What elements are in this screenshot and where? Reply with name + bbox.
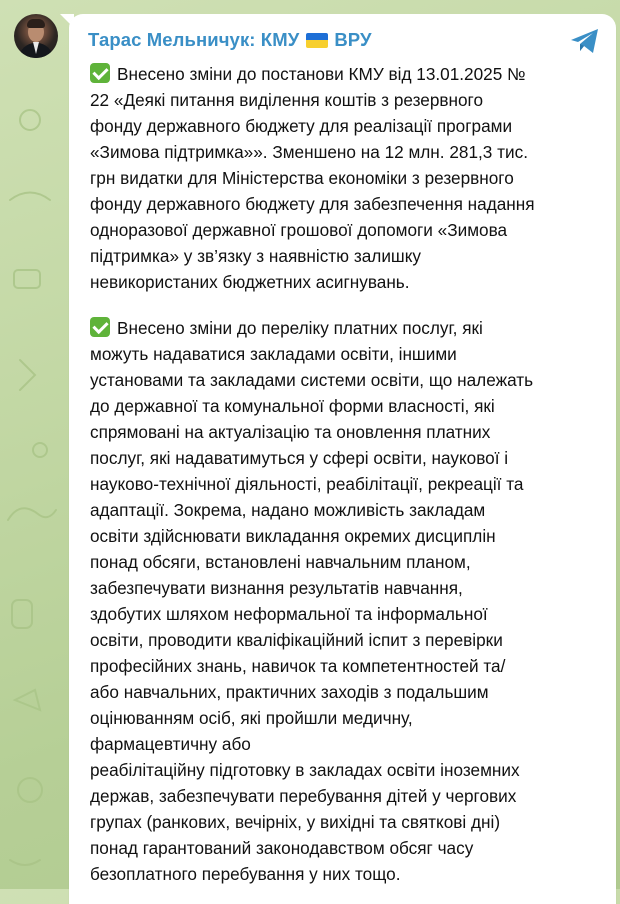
message-line-text: фонду державного бюджету для реалізації програми [90, 116, 513, 136]
message-line-text: до державної та комунальної форми власності, які [90, 396, 495, 416]
message-line [90, 191, 610, 217]
message-line [90, 705, 610, 731]
message-line [90, 835, 610, 861]
message-line [90, 61, 610, 87]
message-paragraph-1 [90, 61, 610, 295]
message-line-text: Внесено зміни до постанови КМУ від 13.01.2025 № [117, 64, 526, 84]
message-line-text: понад обсяги, встановлені навчальним планом, [90, 552, 471, 572]
message-line [90, 367, 610, 393]
message-line [90, 243, 610, 269]
message-line-text: «Зимова підтримка»». Зменшено на 12 млн. 281,3 тис. [90, 142, 528, 162]
message-line-text: понад гарантований законодавством обсяг часу [90, 838, 474, 858]
message-line-text: реабілітаційну підготовку в закладах освіти іноземних [90, 760, 520, 780]
check-mark-button-icon [90, 63, 110, 83]
message-line [90, 783, 610, 809]
message-bubble [69, 14, 616, 904]
message-line-text: оцінюванням осіб, які пройшли медичну, [90, 708, 413, 728]
message-line-text: послуг, які надаватимуться у сфері освіти, наукової і [90, 448, 509, 468]
message-line-text: безоплатного перебування у них тощо. [90, 864, 401, 884]
message-line [90, 497, 610, 523]
message-line-text: забезпечувати визнання результатів навчання, [90, 578, 463, 598]
message-line-text: можуть надаватися закладами освіти, іншими [90, 344, 457, 364]
channel-name[interactable] [88, 29, 372, 51]
check-mark-button-icon [90, 317, 110, 337]
message-line-text: групах (ранкових, вечірніх, у вихідні та святкові дні) [90, 812, 501, 832]
message-line [90, 419, 610, 445]
message-line [90, 653, 610, 679]
message-line [90, 445, 610, 471]
message-line [90, 113, 610, 139]
message-line-text: 22 «Деякі питання виділення коштів з резервного [90, 90, 484, 110]
message-line [90, 87, 610, 113]
message-line [90, 393, 610, 419]
message-line-text: освіти здійснювати викладання окремих дисциплін [90, 526, 496, 546]
message-line-text: Внесено зміни до переліку платних послуг, які [117, 318, 483, 338]
message-line [90, 549, 610, 575]
message-line-text: невикористаних бюджетних асигнувань. [90, 272, 410, 292]
message-line [90, 679, 610, 705]
avatar-hair [27, 19, 45, 28]
channel-name-text: Тарас Мельничук: КМУ [88, 29, 300, 50]
message-line [90, 627, 610, 653]
message-line-text: одноразової державної грошової допомоги «Зимова [90, 220, 508, 240]
message-line [90, 139, 610, 165]
message-line [90, 731, 610, 757]
message-line-text: професійних знань, навичок та компетентностей та/ [90, 656, 506, 676]
message-paragraph-2 [90, 315, 610, 887]
message-line-text: фонду державного бюджету для забезпечення надання [90, 194, 535, 214]
message-line-text: адаптації. Зокрема, надано можливість закладам [90, 500, 486, 520]
message-line-text: підтримка» у зв’язку з наявністю залишку [90, 246, 422, 266]
message-line-text: фармацевтичну або [90, 734, 251, 754]
message-line [90, 757, 610, 783]
channel-name-suffix: ВРУ [334, 29, 372, 50]
channel-avatar[interactable] [14, 14, 58, 58]
message-line [90, 809, 610, 835]
message-line [90, 341, 610, 367]
message-line-text: грн видатки для Міністерства економіки з резервного [90, 168, 514, 188]
message-line [90, 165, 610, 191]
message-line-text: здобутих шляхом неформальної та інформальної [90, 604, 488, 624]
message-line-text: науково-технічної діяльності, реабілітації, рекреації та [90, 474, 524, 494]
message-line [90, 217, 610, 243]
message-line [90, 315, 610, 341]
message-line-text: установами та закладами системи освіти, що належать [90, 370, 534, 390]
message-line-text: або навчальних, практичних заходів з подальшим [90, 682, 489, 702]
message-line-text: спрямовані на актуалізацію та оновлення платних [90, 422, 491, 442]
message-line [90, 269, 610, 295]
telegram-icon[interactable] [569, 27, 601, 55]
message-line [90, 575, 610, 601]
message-line [90, 471, 610, 497]
message-line-text: освіти, проводити кваліфікаційний іспит з перевірки [90, 630, 503, 650]
message-line [90, 861, 610, 887]
message-line [90, 523, 610, 549]
ukraine-flag-icon [306, 33, 328, 48]
message-line-text: держав, забезпечувати перебування дітей у чергових [90, 786, 517, 806]
message-line [90, 601, 610, 627]
